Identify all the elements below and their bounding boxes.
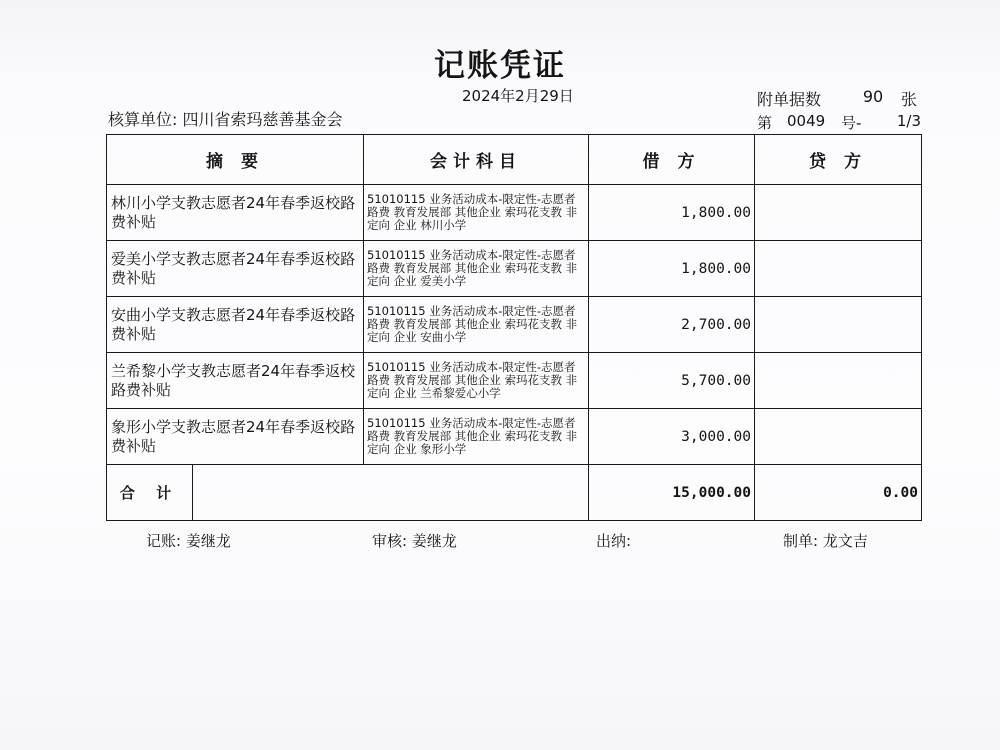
row-credit (755, 241, 922, 297)
voucher-number-value: 0049 (787, 112, 826, 130)
total-debit: 15,000.00 (589, 465, 755, 521)
attachments-info (757, 87, 917, 110)
table-row (107, 297, 922, 353)
row-credit (755, 409, 922, 465)
total-blank (193, 465, 588, 520)
attachments-unit: 张 (901, 90, 918, 109)
attachments-count: 90 (862, 87, 884, 106)
accounting-unit-label: 核算单位: (108, 110, 178, 129)
header-debit: 借 方 (589, 135, 755, 185)
row-debit: 2,700.00 (589, 297, 755, 353)
total-credit: 0.00 (755, 465, 922, 521)
signature-reviewer: 审核: 姜继龙 (372, 532, 457, 550)
total-row (107, 465, 922, 521)
row-debit: 5,700.00 (589, 353, 755, 409)
row-credit (755, 297, 922, 353)
voucher-number-prefix: 第 (757, 114, 773, 132)
table-row (107, 241, 922, 297)
attachments-label: 附单据数 (757, 90, 822, 109)
table-header-row (107, 135, 922, 185)
signature-bookkeeper: 记账: 姜继龙 (146, 532, 231, 550)
row-account: 51010115 业务活动成本-限定性-志愿者路费 教育发展部 其他企业 索玛花支教 非定向 企业 林川小学 (364, 185, 589, 241)
table-row (107, 409, 922, 465)
row-account: 51010115 业务活动成本-限定性-志愿者路费 教育发展部 其他企业 索玛花支教 非定向 企业 象形小学 (364, 409, 589, 465)
voucher-number (757, 112, 921, 133)
voucher-title: 记账凭证 (434, 48, 566, 84)
voucher-number-suffix: 号- (841, 114, 862, 132)
table-row (107, 353, 922, 409)
row-debit: 3,000.00 (589, 409, 755, 465)
row-summary: 爱美小学支教志愿者24年春季返校路费补贴 (107, 241, 364, 297)
row-account: 51010115 业务活动成本-限定性-志愿者路费 教育发展部 其他企业 索玛花支教 非定向 企业 安曲小学 (364, 297, 589, 353)
total-label-cell (107, 465, 589, 521)
row-credit (755, 185, 922, 241)
voucher-page-number: 1/3 (896, 112, 921, 130)
row-debit: 1,800.00 (589, 185, 755, 241)
voucher-date: 2024年2月29日 (462, 87, 574, 105)
row-summary: 象形小学支教志愿者24年春季返校路费补贴 (107, 409, 364, 465)
accounting-unit-name: 四川省索玛慈善基金会 (182, 110, 343, 129)
voucher-table (106, 134, 922, 521)
signature-cashier: 出纳: (596, 532, 632, 550)
header-account: 会计科目 (364, 135, 589, 185)
row-account: 51010115 业务活动成本-限定性-志愿者路费 教育发展部 其他企业 索玛花支教 非定向 企业 兰希黎爱心小学 (364, 353, 589, 409)
row-summary: 安曲小学支教志愿者24年春季返校路费补贴 (107, 297, 364, 353)
header-summary: 摘 要 (107, 135, 364, 185)
header-credit: 贷 方 (755, 135, 922, 185)
row-credit (755, 353, 922, 409)
signature-preparer: 制单: 龙文吉 (783, 532, 868, 550)
row-debit: 1,800.00 (589, 241, 755, 297)
row-account: 51010115 业务活动成本-限定性-志愿者路费 教育发展部 其他企业 索玛花支教 非定向 企业 爱美小学 (364, 241, 589, 297)
table-row (107, 185, 922, 241)
total-label: 合 计 (107, 465, 193, 520)
accounting-unit (108, 107, 343, 130)
row-summary: 兰希黎小学支教志愿者24年春季返校路费补贴 (107, 353, 364, 409)
row-summary: 林川小学支教志愿者24年春季返校路费补贴 (107, 185, 364, 241)
